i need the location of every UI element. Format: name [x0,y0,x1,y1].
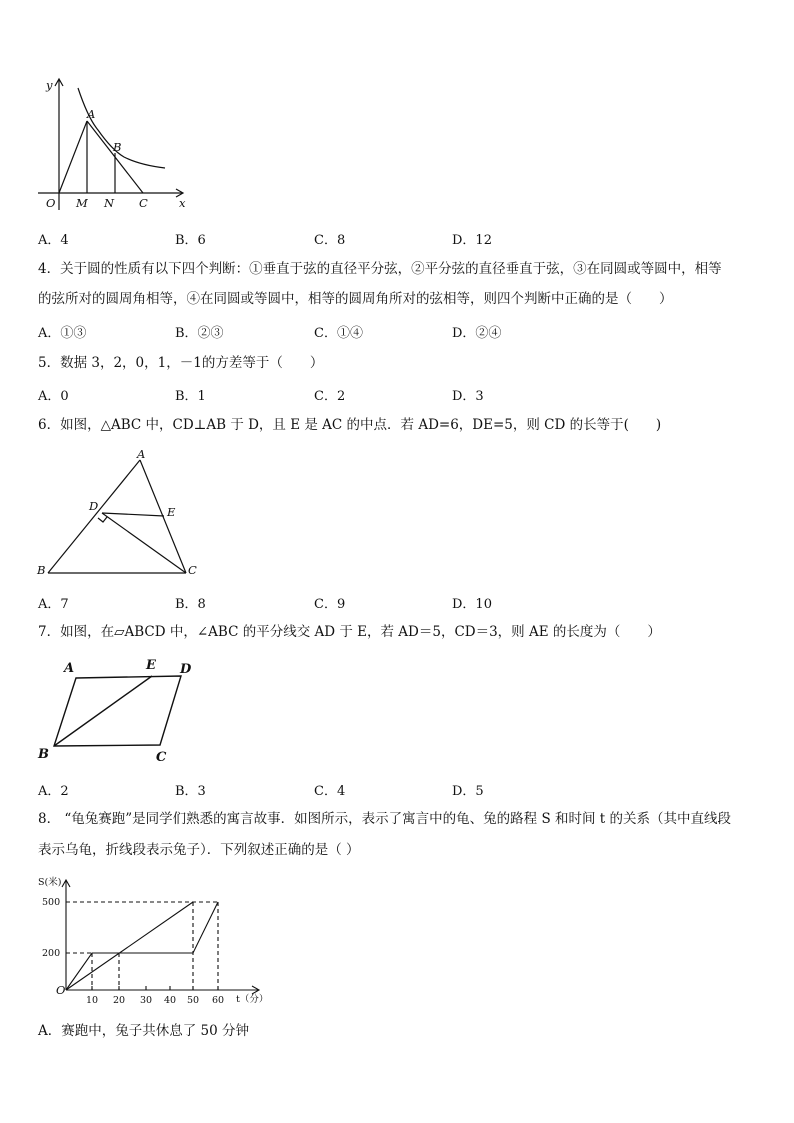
q6-right-angle-mark [98,517,107,522]
q3-segment-ac [87,121,143,193]
q7-text: 7．如图，在▱ABCD 中，∠ABC 的平分线交 AD 于 E，若 AD＝5，CD＝3，则 AE 的长度为（ ） [38,624,661,640]
q3-label-o: O [46,196,56,210]
q6-option-a[interactable]: A．7 [38,597,69,612]
q3-label-n: N [104,196,115,210]
q8-x-tick-30: 30 [140,995,153,1006]
q8-x-axis-arrow [252,986,259,994]
q7-label-d: D [180,662,192,677]
q7-label-a: A [64,661,75,676]
q5-option-c[interactable]: C．2 [314,389,346,404]
q3-label-x: x [179,196,186,210]
q8-x-tick-50: 50 [187,995,200,1006]
q8-x-tick-40: 40 [164,995,177,1006]
q3-label-c: C [139,196,148,210]
q6-label-d: D [89,499,99,513]
q6-segment-de [102,513,164,516]
q6-option-c[interactable]: C．9 [314,597,346,612]
q8-x-tick-20: 20 [113,995,126,1006]
q4-option-a[interactable]: A．①③ [38,326,87,341]
q5-text: 5．数据 3，2，0，1，－1的方差等于（ ） [38,355,324,371]
q7-label-b: B [38,747,49,762]
q7-option-d[interactable]: D．5 [452,784,484,799]
q5-option-a[interactable]: A．0 [38,389,69,404]
q6-side-ab [48,460,140,573]
q8-text-line1: 8． “龟兔赛跑”是同学们熟悉的寓言故事．如图所示，表示了寓言中的龟、兔的路程 S 和时间 t 的关系（其中直线段 [38,811,732,827]
q6-option-d[interactable]: D．10 [452,597,492,612]
q7-label-e: E [146,658,156,673]
q8-option-a[interactable]: A．赛跑中，兔子共休息了 50 分钟 [38,1023,250,1039]
q3-label-b: B [113,140,122,154]
q8-origin: O [56,983,66,997]
q6-label-c: C [188,563,197,577]
q7-segment-be [54,676,152,746]
q3-label-y: y [46,78,53,92]
q8-tortoise-line [66,902,193,990]
q8-y-tick-200: 200 [42,948,61,959]
q3-segment-oa [59,121,87,193]
q8-x-tick-10: 10 [86,995,99,1006]
q4-text-line1: 4．关于圆的性质有以下四个判断：①垂直于弦的直径平分弦，②平分弦的直径垂直于弦，③在同圆或等圆中，相等 [38,261,722,277]
q3-option-a[interactable]: A．4 [38,233,69,248]
q8-rabbit-line [66,902,218,990]
q7-option-a[interactable]: A．2 [38,784,69,799]
q5-option-b[interactable]: B．1 [175,389,206,404]
q7-label-c: C [156,750,167,765]
q5-option-d[interactable]: D．3 [452,389,484,404]
q8-text-line2: 表示乌龟，折线段表示兔子）．下列叙述正确的是（ ） [38,842,360,858]
q3-option-c[interactable]: C．8 [314,233,346,248]
q7-parallelogram [54,676,181,746]
q8-y-axis-arrow [62,880,70,887]
q8-x-tick-60: 60 [212,995,225,1006]
q3-option-d[interactable]: D．12 [452,233,492,248]
q6-option-b[interactable]: B．8 [175,597,206,612]
q8-y-label: S(米) [38,877,62,888]
q6-label-b: B [37,563,46,577]
q8-x-label: t（分） [236,994,269,1005]
q6-label-a: A [137,447,146,461]
q4-text-line2: 的弦所对的圆周角相等，④在同圆或等圆中，相等的圆周角所对的弦相等，则四个判断中正确的是（ ） [38,291,673,307]
q3-x-axis-arrow [176,189,183,197]
q4-option-b[interactable]: B．②③ [175,326,224,341]
q3-label-m: M [76,196,88,210]
q3-label-a: A [87,107,96,121]
q3-hyperbola [78,88,165,168]
q6-segment-cd [102,513,186,573]
q6-text: 6．如图，△ABC 中，CD⊥AB 于 D，且 E 是 AC 的中点．若 AD=6，DE=5，则 CD 的长等于( ) [38,417,662,433]
q4-option-d[interactable]: D．②④ [452,326,502,341]
q7-option-b[interactable]: B．3 [175,784,206,799]
q3-option-b[interactable]: B．6 [175,233,206,248]
q4-option-c[interactable]: C．①④ [314,326,363,341]
q6-label-e: E [167,505,176,519]
q3-y-axis-arrow [55,79,63,86]
q7-option-c[interactable]: C．4 [314,784,346,799]
q6-side-ac [140,460,186,573]
q8-y-tick-500: 500 [42,897,61,908]
